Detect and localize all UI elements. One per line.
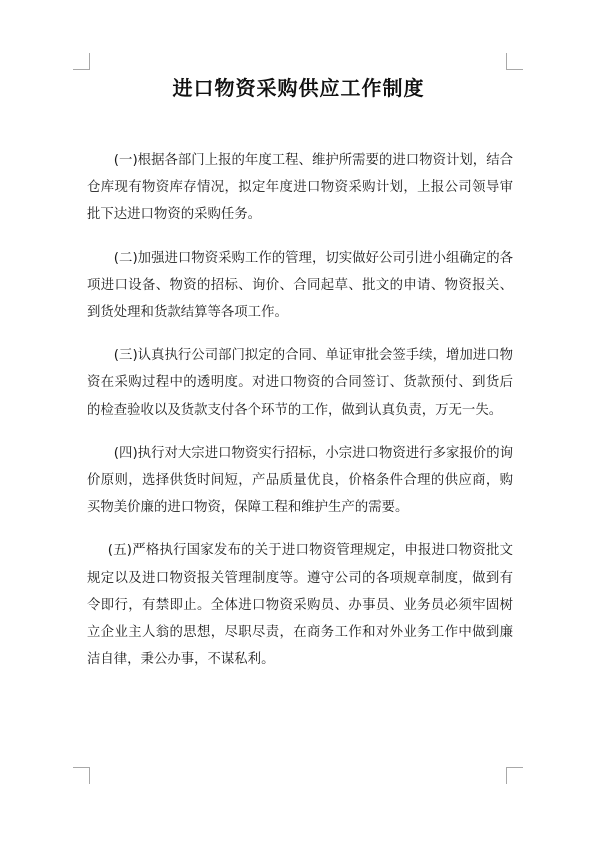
document-body	[87, 147, 513, 689]
margin-corner-top-left	[73, 53, 90, 70]
paragraph-1: (一)根据各部门上报的年度工程、维护所需要的进口物资计划，结合仓库现有物资库存情况，拟定年度进口物资采购计划，上报公司领导审批下达进口物资的采购任务。	[87, 153, 513, 223]
document-title: 进口物资采购供应工作制度	[172, 76, 425, 100]
paragraph-3: (三)认真执行公司部门拟定的合同、单证审批会签手续，增加进口物资在采购过程中的透明度。对进口物资的合同签订、货款预付、到货后的检查验收以及货款支付各个环节的工作，做到认真负责，万无一失。	[87, 348, 513, 418]
margin-corner-bottom-right	[506, 767, 523, 784]
margin-corner-bottom-left	[73, 767, 90, 784]
paragraph-4: (四)执行对大宗进口物资实行招标，小宗进口物资进行多家报价的询价原则，选择供货时间短，产品质量优良，价格条件合理的供应商，购买物美价廉的进口物资，保障工程和维护生产的需要。	[87, 445, 513, 516]
paragraph-5: (五)严格执行国家发布的关于进口物资管理规定，申报进口物资批文规定以及进口物资报关管理制度等。遵守公司的各项规章制度，做到有令即行，有禁即止。全体进口物资采购员、办事员、业务员必须牢固树立企业主人翁的思想，尽职尽责，在商务工作和对外业务工作中做到廉洁自律，秉公办事，不谋私利。	[87, 543, 513, 668]
margin-corner-top-right	[506, 53, 523, 70]
paragraph-2: (二)加强进口物资采购工作的管理，切实做好公司引进小组确定的各项进口设备、物资的招标、询价、合同起草、批文的申请、物资报关、到货处理和货款结算等各项工作。	[87, 250, 513, 321]
